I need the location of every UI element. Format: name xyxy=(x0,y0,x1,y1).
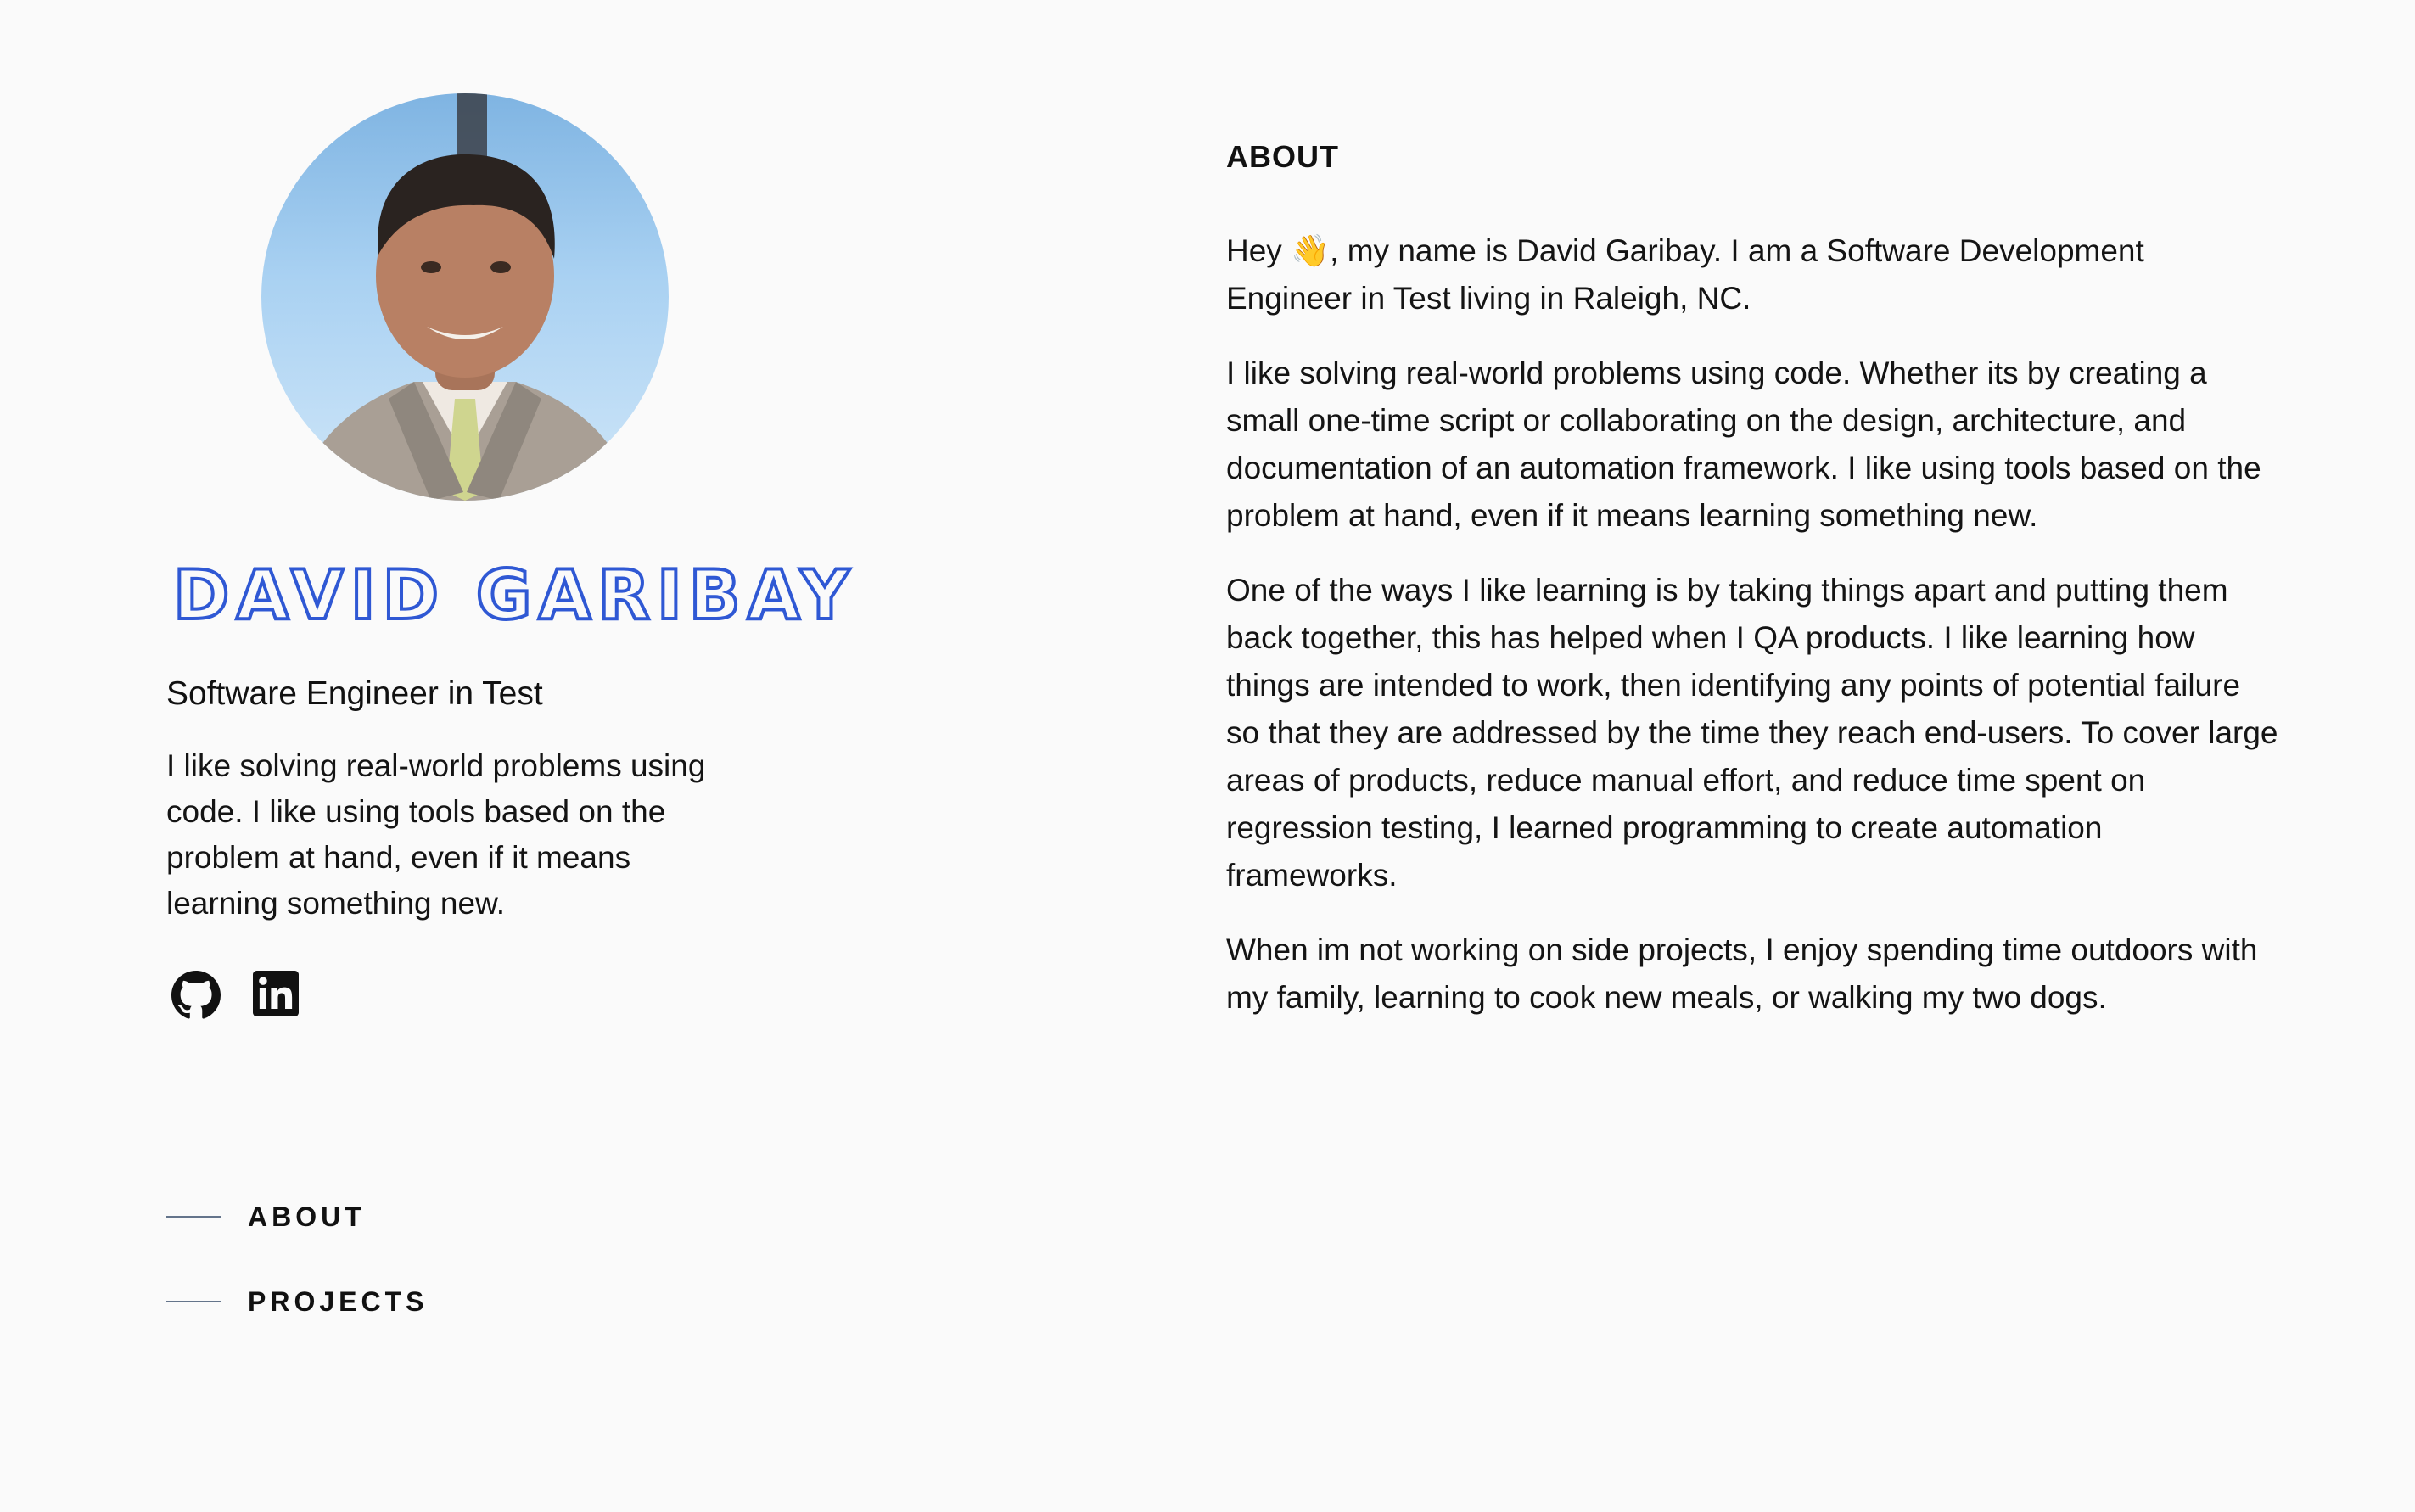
about-intro xyxy=(1226,227,2278,322)
linkedin-link[interactable] xyxy=(253,971,302,1020)
nav-indicator-line xyxy=(166,1301,221,1302)
about-paragraph: When im not working on side projects, I enjoy spending time outdoors with my family, learning to cook new meals, or walking my two dogs. xyxy=(1226,932,2258,1015)
intro-greeting: Hey xyxy=(1226,233,1292,268)
about-paragraph: I like solving real-world problems using code. Whether its by creating a small one-time script or collaborating on the design, architecture, and documentation of an automation framework. I like using tools based on the problem at hand, even if it means learning something new. xyxy=(1226,356,2261,533)
waving-hand-icon: 👋 xyxy=(1291,232,1331,269)
nav-indicator-line xyxy=(166,1216,221,1218)
profile-bio: I like solving real-world problems using code. I like using tools based on the problem at hand, even if it means learning something new. xyxy=(166,748,706,921)
intro-text: , my name is David Garibay. I am a Software Development Engineer in Test living in Raleigh, NC. xyxy=(1226,233,2144,316)
github-link[interactable] xyxy=(171,971,221,1020)
social-links xyxy=(171,971,302,1020)
nav-label-about: ABOUT xyxy=(248,1201,366,1232)
profile-role: Software Engineer in Test xyxy=(166,675,543,712)
profile-name: DAVID GARIBAY xyxy=(173,556,856,635)
nav-item-about[interactable] xyxy=(166,1196,428,1237)
profile-photo-illustration xyxy=(261,93,669,501)
linkedin-icon xyxy=(253,971,299,1016)
nav-item-projects[interactable] xyxy=(166,1281,428,1322)
profile-photo xyxy=(261,93,669,501)
github-icon xyxy=(171,971,221,1020)
nav-label-projects: PROJECTS xyxy=(248,1285,429,1317)
about-title: ABOUT xyxy=(1226,139,1339,174)
about-section xyxy=(1226,139,2278,1022)
section-nav xyxy=(166,1196,428,1366)
about-paragraph: One of the ways I like learning is by taking things apart and putting them back together, this has helped when I QA products. I like learning how things are intended to work, then identifying any points of potential failure so that they are addressed by the time they reach end-users. To cover large areas of products, reduce manual effort, and reduce time spent on regression testing, I learned programming to create automation frameworks. xyxy=(1226,573,2278,893)
